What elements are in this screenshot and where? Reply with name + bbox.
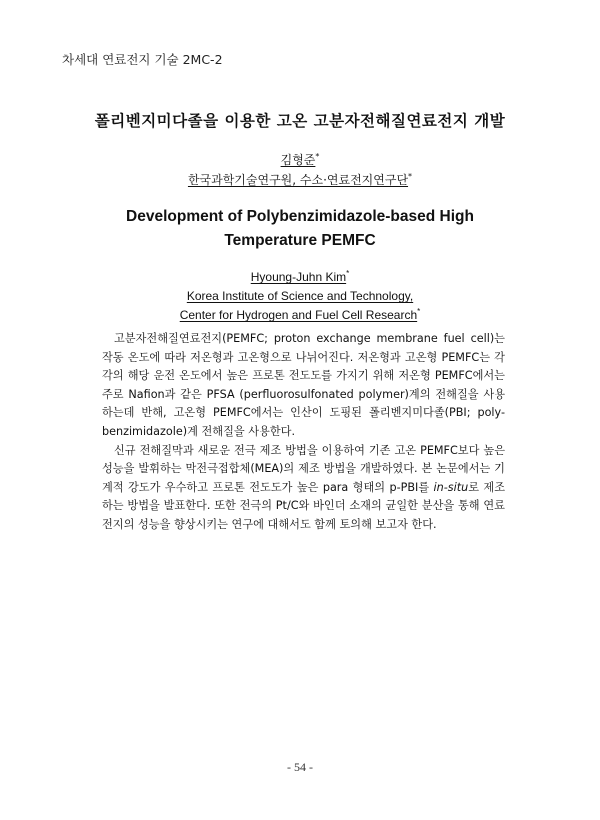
paper-title-english-line1: Development of Polybenzimidazole-based High [126, 208, 474, 225]
affiliation-korean [0, 171, 600, 188]
author-korean-name: 김형준 [280, 153, 316, 167]
affiliation-korean-text: 한국과학기술연구원, 수소·연료전지연구단 [187, 173, 409, 187]
author-korean [0, 151, 600, 168]
author-english [0, 269, 600, 284]
abstract-body [102, 330, 505, 535]
session-tag: 차세대 연료전지 기술 2MC-2 [62, 52, 223, 67]
affiliation-english-line2-text: Center for Hydrogen and Fuel Cell Research [179, 308, 418, 322]
author-english-asterisk: * [346, 269, 350, 278]
affiliation-english-line2 [0, 307, 600, 322]
affiliation-english-asterisk: * [417, 307, 421, 316]
paper-title-english-line2: Temperature PEMFC [224, 232, 376, 249]
abstract-paragraph-2-part-a: 신규 전해질막과 새로운 전극 제조 방법을 이용하여 기존 고온 PEMFC보다 높은 성능을 발휘하는 막전극접합체(MEA)의 제조 방법을 개발하였다. 본 논문에서는 기계적 강도가 우수하고 프로톤 전도도가 높은 para 형태의 p-PBI를 [102, 443, 505, 494]
affiliation-english-line1 [0, 289, 600, 303]
paper-title-english [0, 205, 600, 253]
abstract-italic-term: in-situ [433, 480, 469, 494]
paper-title-korean: 폴리벤지미다졸을 이용한 고온 고분자전해질연료전지 개발 [94, 112, 506, 130]
abstract-paragraph-1: 고분자전해질연료전지(PEMFC; proton exchange membrane fuel cell)는 작동 온도에 따라 저온형과 고온형으로 나뉘어진다. 저온형과 고온형 PEMFC는 각각의 해당 운전 온도에서 높은 프로톤 전도도를 가지기 위해 저온형 PEMFC에서는 주로 Nafion과 같은 PFSA (perfluorosulfonated polymer)계의 전해질을 사용하는데 반해, 고온형 PEMFC에서는 인산이 도핑된 폴리벤지미다졸(PBI; poly-benzimidazole)계 전해질을 사용한다. [102, 332, 505, 438]
author-english-name: Hyoung-Juhn Kim [250, 270, 347, 284]
affiliation-english-line1-text: Korea Institute of Science and Technology, [186, 289, 414, 303]
page-number: - 54 - [287, 760, 313, 774]
author-korean-asterisk: * [315, 152, 320, 161]
abstract-paragraph-2 [102, 442, 505, 535]
abstract-paragraph-2-part-b: 로 제조하는 방법을 발표한다. 또한 전극의 Pt/C와 바인더 소재의 균일한 분산을 통해 연료전지의 성능을 향상시키는 연구에 대해서도 함께 토의해 보고자 한다. [102, 480, 505, 531]
affiliation-korean-asterisk: * [408, 172, 413, 181]
